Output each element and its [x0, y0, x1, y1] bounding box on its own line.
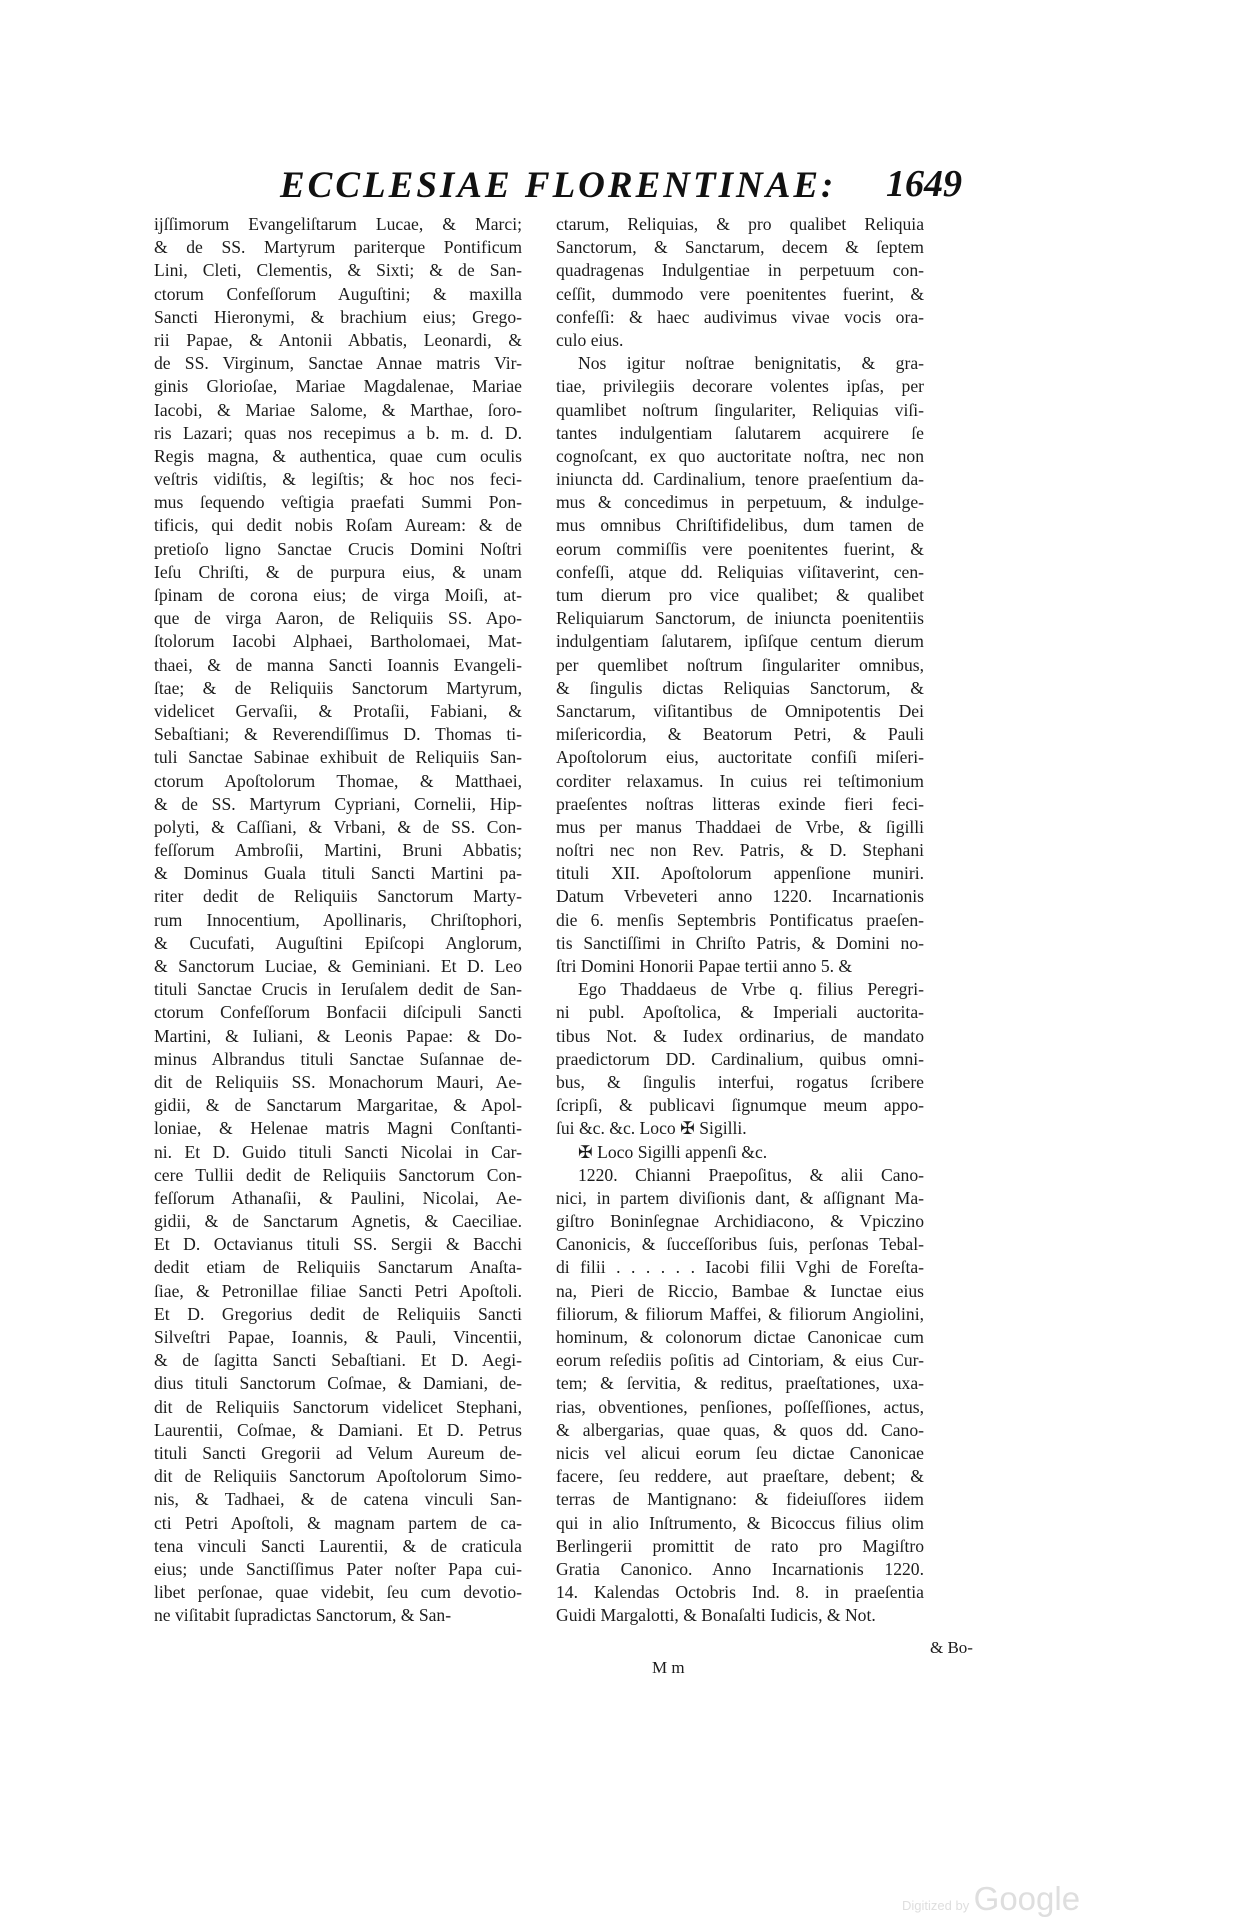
text-line: ſtae; & de Reliquiis Sanctorum Martyrum, [154, 677, 522, 698]
catchword: & Bo- [930, 1638, 973, 1657]
text-line: Lini, Cleti, Clementis, & Sixti; & de San- [154, 260, 522, 281]
text-line: ſcripſi, & publicavi ſignumque meum appo- [556, 1095, 924, 1116]
text-line: 1220. Chianni Praepoſitus, & alii Cano- [578, 1164, 924, 1185]
text-line: Silveſtri Papae, Ioannis, & Pauli, Vincentii, [154, 1327, 522, 1347]
text-line: gidii, & de Sanctarum Agnetis, & Caeciliae. [154, 1211, 522, 1232]
text-line: Guidi Margalotti, & Bonaſalti Iudicis, & Not. [556, 1605, 876, 1626]
text-line: libet perſonae, quae videbit, ſeu cum devotio- [154, 1582, 522, 1603]
text-line: tiae, privilegiis decorare volentes ipſas, per [556, 376, 924, 397]
text-line: tuli Sanctae Sabinae exhibuit de Reliquiis San- [154, 747, 522, 768]
text-line: ris Lazari; quas nos recepimus a b. m. d. D. [154, 422, 522, 443]
text-line: ne viſitabit ſupradictas Sanctorum, & San- [154, 1605, 452, 1626]
text-line: Ego Thaddaeus de Vrbe q. filius Peregri- [578, 979, 924, 1000]
text-line: mus omnibus Chriſtifidelibus, dum tamen de [556, 515, 924, 536]
watermark-prefix: Digitized by [902, 1898, 970, 1913]
text-line: dit de Reliquiis SS. Monachorum Mauri, Ae- [154, 1071, 522, 1092]
text-line: & albergarias, quae quas, & quos dd. Cano- [556, 1419, 924, 1440]
text-line: Et D. Gregorius dedit de Reliquiis Sancti [154, 1303, 522, 1324]
text-line: ctorum Apoſtolorum Thomae, & Matthaei, [154, 770, 522, 791]
text-line: ginis Glorioſae, Mariae Magdalenae, Mariae [154, 376, 522, 397]
text-column-left [154, 213, 522, 1627]
text-line: ni. Et D. Guido tituli Sancti Nicolai in Car- [154, 1141, 522, 1162]
text-line: per quemlibet noſtrum ſingulariter omnibus, [556, 654, 924, 675]
text-line: & Dominus Guala tituli Sancti Martini pa- [154, 863, 522, 884]
text-line: riter dedit de Reliquiis Sanctorum Marty- [154, 886, 522, 907]
text-line: filiorum, & filiorum Maffei, & filiorum Angiolini, [556, 1303, 924, 1324]
text-column-right [556, 213, 924, 1627]
text-line: nici, in partem diviſionis dant, & aſſignant Ma- [556, 1187, 924, 1208]
text-line: rum Innocentium, Apollinaris, Chriſtophori, [154, 909, 522, 930]
page-number: 1649 [886, 163, 962, 205]
text-line: tituli Sancti Gregorii ad Velum Aureum de- [154, 1442, 522, 1463]
text-line: tituli Sanctae Crucis in Ieruſalem dedit de San- [154, 979, 522, 1000]
text-line: praeſentes noſtras litteras exinde fieri feci- [556, 793, 924, 814]
text-line: minus Albrandus tituli Sanctae Suſannae de- [154, 1048, 522, 1069]
text-line: Iacobi, & Mariae Salome, & Marthae, ſoro- [154, 399, 522, 420]
text-line: dius tituli Sanctorum Coſmae, & Damiani, de- [154, 1373, 522, 1394]
text-line: ſtri Domini Honorii Papae tertii anno 5. & [556, 956, 853, 976]
text-line: dit de Reliquiis Sanctorum Apoſtolorum Simo- [154, 1466, 522, 1487]
text-line: iniuncta dd. Cardinalium, tenore praeſentium da- [556, 469, 924, 490]
text-line: ctorum Confeſſorum Auguſtini; & maxilla [154, 283, 522, 304]
text-line: tem; & ſervitia, & reditus, praeſtationes, uxa- [556, 1373, 924, 1394]
text-line: dedit etiam de Reliquiis Sanctarum Anaſta- [154, 1257, 522, 1278]
text-line: 14. Kalendas Octobris Ind. 8. in praeſentia [556, 1582, 924, 1603]
text-line: ſui &c. &c. Loco ✠ Sigilli. [556, 1118, 747, 1139]
text-line: ctarum, Reliquias, & pro qualibet Reliquia [556, 214, 924, 234]
text-line: Sanctorum, & Sanctarum, decem & ſeptem [556, 237, 924, 258]
text-line: & Sanctorum Luciae, & Geminiani. Et D. Leo [154, 956, 522, 976]
text-line: die 6. menſis Septembris Pontificatus praeſen- [556, 909, 924, 930]
text-line: qui in alio Inſtrumento, & Bicoccus filius olim [556, 1512, 924, 1533]
text-line: indulgentiam ſalutarem, ipſiſque centum dierum [556, 631, 924, 652]
text-line: Berlingerii promittit de rato pro Magiſtro [556, 1535, 924, 1556]
text-line: Nos igitur noſtrae benignitatis, & gra- [578, 353, 924, 374]
text-line: culo eius. [556, 329, 624, 350]
text-line: tituli XII. Apoſtolorum appenſione muniri. [556, 863, 924, 884]
text-line: Canonicis, & ſucceſſoribus ſuis, perſonas Tebal- [556, 1234, 924, 1255]
text-line: Apoſtolorum eius, auctoritate confiſi miſeri- [556, 747, 924, 768]
text-line: di filii . . . . . . Iacobi filii Vghi de Foreſta- [556, 1257, 924, 1278]
text-line: rii Papae, & Antonii Abbatis, Leonardi, & [154, 329, 522, 350]
text-line: tibus Not. & Iudex ordinarius, de mandato [556, 1025, 924, 1046]
text-line: dit de Reliquiis Sanctorum videlicet Stephani, [154, 1396, 522, 1417]
text-line: hominum, & colonorum dictae Canonicae cum [556, 1327, 924, 1347]
text-line: ✠ Loco Sigilli appenſi &c. [578, 1141, 768, 1162]
text-line: Sanctarum, viſitantibus de Omnipotentis Dei [556, 700, 924, 721]
running-title: ECCLESIAE FLORENTINAE: [280, 165, 837, 206]
text-line: facere, ſeu reddere, aut praeſtare, debent; & [556, 1466, 924, 1487]
text-line: veſtris vidiſtis, & legiſtis; & hoc nos feci- [154, 469, 522, 490]
text-line: loniae, & Helenae matris Magni Conſtanti- [154, 1118, 522, 1139]
text-line: nis, & Tadhaei, & de catena vinculi San- [154, 1489, 522, 1510]
text-line: cere Tullii dedit de Reliquiis Sanctorum Con- [154, 1164, 522, 1185]
text-line: tificis, qui dedit nobis Roſam Auream: & de [154, 515, 522, 536]
text-line: confeſſi: & haec audivimus vivae vocis ora- [556, 306, 924, 327]
text-line: Gratia Canonico. Anno Incarnationis 1220. [556, 1558, 924, 1579]
text-line: miſericordia, & Beatorum Petri, & Pauli [556, 724, 924, 745]
text-line: ſpinam de corona eius; de virga Moiſi, at- [154, 585, 522, 605]
text-line: noſtri nec non Rev. Patris, & D. Stephani [556, 840, 924, 861]
text-line: Reliquiarum Sanctorum, de iniuncta poenitentiis [556, 608, 924, 629]
text-line: Datum Vrbeveteri anno 1220. Incarnationis [556, 886, 924, 907]
text-line: giſtro Boninſegnae Archidiacono, & Vpiczino [556, 1211, 924, 1232]
text-line: ſiae, & Petronillae filiae Sancti Petri Apoſtoli. [154, 1280, 522, 1301]
text-line: Sancti Hieronymi, & brachium eius; Grego- [154, 306, 522, 327]
text-line: tis Sanctiſſimi in Chriſto Patris, & Domini no- [556, 932, 924, 953]
text-line: quamlibet noſtrum ſingulariter, Reliquias viſi- [556, 399, 924, 420]
text-line: ceſſit, dummodo vere poenitentes fuerint, & [556, 283, 924, 304]
text-line: tena vinculi Sancti Laurentii, & de craticula [154, 1535, 522, 1556]
text-line: pretioſo ligno Sanctae Crucis Domini Noſtri [154, 538, 522, 559]
text-line: mus ſequendo veſtigia praefati Summi Pon- [154, 492, 522, 513]
text-line: & Cucufati, Auguſtini Epiſcopi Anglorum, [154, 932, 522, 953]
watermark-brand: Google [973, 1880, 1081, 1917]
text-line: eorum reſediis poſitis ad Cintoriam, & eius Cur- [556, 1350, 924, 1371]
text-line: feſſorum Ambroſii, Martini, Bruni Abbatis; [154, 840, 522, 861]
text-line: tantes indulgentiam ſalutarem acquirere ſe [556, 422, 924, 443]
text-line: Martini, & Iuliani, & Leonis Papae: & Do- [154, 1025, 522, 1046]
text-line: que de virga Aaron, de Reliquiis SS. Apo- [154, 608, 522, 629]
signature-mark: M m [652, 1658, 685, 1677]
text-line: thaei, & de manna Sancti Ioannis Evangeli- [154, 654, 522, 675]
text-line: confeſſi, atque dd. Reliquias viſitaverint, cen- [556, 561, 924, 582]
text-line: Regis magna, & authentica, quae cum oculis [154, 445, 522, 466]
text-line: & de SS. Martyrum Cypriani, Cornelii, Hip- [154, 793, 522, 814]
text-line: corditer relaxamus. In cuius rei teſtimonium [556, 770, 924, 791]
text-line: & de ſagitta Sancti Sebaſtiani. Et D. Aegi- [154, 1350, 522, 1371]
text-line: feſſorum Athanaſii, & Paulini, Nicolai, Ae- [154, 1187, 522, 1208]
text-line: & de SS. Martyrum pariterque Pontificum [154, 237, 522, 258]
text-line: Et D. Octavianus tituli SS. Sergii & Bacchi [154, 1234, 522, 1255]
text-line: rias, obventiones, penſiones, poſſeſſiones, actus, [556, 1396, 924, 1417]
text-line: cti Petri Apoſtoli, & magnam partem de ca- [154, 1512, 522, 1533]
text-line: cognoſcant, ex quo auctoritate noſtra, nec non [556, 445, 924, 466]
text-line: de SS. Virginum, Sanctae Annae matris Vir- [154, 353, 522, 374]
text-line: & ſingulis dictas Reliquias Sanctorum, & [556, 677, 924, 698]
text-line: ni publ. Apoſtolica, & Imperiali auctorita- [556, 1002, 924, 1023]
text-line: Sebaſtiani; & Reverendiſſimus D. Thomas ti- [154, 724, 522, 745]
text-line: mus per manus Thaddaei de Vrbe, & ſigilli [556, 816, 924, 837]
text-line: polyti, & Caſſiani, & Vrbani, & de SS. Con- [154, 816, 522, 837]
text-line: ctorum Confeſſorum Bonfacii diſcipuli Sancti [154, 1002, 522, 1023]
text-line: na, Pieri de Riccio, Bambae & Iunctae eius [556, 1280, 924, 1301]
text-line: videlicet Gervaſii, & Protaſii, Fabiani, & [154, 700, 522, 721]
text-line: ſtolorum Iacobi Alphaei, Bartholomaei, Mat- [154, 631, 522, 652]
text-line: Ieſu Chriſti, & de purpura eius, & unam [154, 561, 522, 582]
text-line: quadragenas Indulgentiae in perpetuum con- [556, 260, 924, 281]
digitization-watermark [902, 1880, 1080, 1918]
text-line: nicis vel alicui eorum ſeu dictae Canonicae [556, 1442, 924, 1463]
text-line: gidii, & de Sanctarum Margaritae, & Apol- [154, 1095, 522, 1116]
text-line: eius; unde Sanctiſſimus Pater noſter Papa cui- [154, 1558, 522, 1579]
text-line: praedictorum DD. Cardinalium, quibus omni- [556, 1048, 924, 1069]
text-line: terras de Mantignano: & fideiuſſores iidem [556, 1489, 924, 1510]
text-line: ĳſſimorum Evangeliſtarum Lucae, & Marci; [154, 214, 522, 234]
text-line: bus, & ſingulis interfui, rogatus ſcribere [556, 1071, 924, 1092]
text-line: eorum commiſſis vere poenitentes fuerint, & [556, 538, 924, 559]
text-line: tum dierum pro vice qualibet; & qualibet [556, 585, 924, 605]
text-line: mus & concedimus in perpetuum, & indulge- [556, 492, 924, 513]
text-line: Laurentii, Coſmae, & Damiani. Et D. Petrus [154, 1419, 522, 1440]
